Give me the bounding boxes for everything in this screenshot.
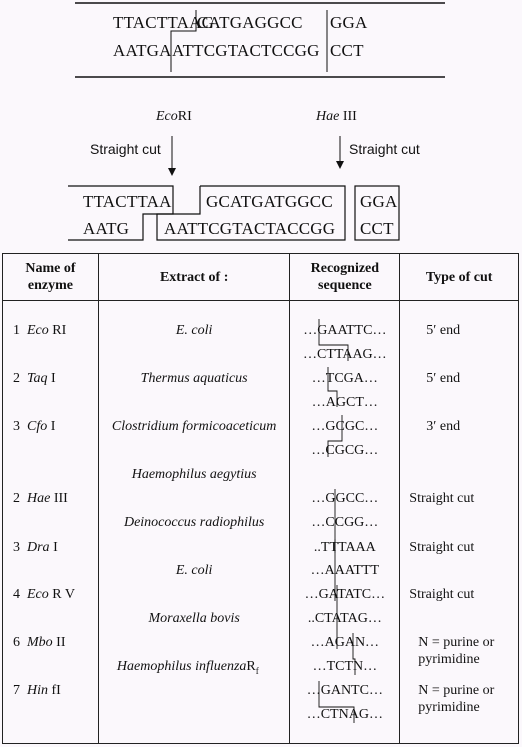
recognition-seq: …GAATTC…: [303, 323, 387, 338]
duplex-bottom-mid: ATTCGTACTCCGG: [172, 41, 320, 60]
enzyme-name: 3 Dra I: [13, 540, 58, 555]
table-header-row: [3, 254, 519, 301]
duplex-top-right: GGA: [330, 13, 368, 32]
fragment-1-top: TTACTTAA: [83, 192, 172, 211]
enzyme-name: 3 Cfo I: [13, 419, 56, 434]
table-body-row: [3, 301, 519, 744]
recognition-seq: …CTTAAG…: [303, 347, 387, 362]
ecori-cut-label: Straight cut: [90, 141, 161, 157]
recognition-seq: …GANTC…: [306, 683, 383, 698]
extract-column: [98, 301, 289, 744]
cut-type: Straight cut: [409, 491, 475, 506]
cut-type: Straight cut: [409, 540, 475, 555]
fragment-3-bottom: CCT: [360, 219, 394, 238]
cut-type-column: [400, 301, 519, 744]
source-organism: Moraxella bovis: [148, 611, 240, 626]
haeiii-arrow-head: [336, 161, 344, 169]
source-organism: Deinococcus radiophilus: [123, 515, 265, 530]
fragment-3-top: GGA: [360, 192, 398, 211]
header-extract: Extract of :: [98, 254, 289, 301]
header-type: Type of cut: [400, 254, 519, 301]
enzyme-name: 2 Hae III: [13, 491, 68, 506]
cut-type: N = purine or: [418, 635, 495, 650]
duplex-bottom-left: AATGA: [113, 41, 172, 60]
recognition-seq: …CGCG…: [311, 443, 379, 458]
recognition-seq: ..TTTAAA: [313, 540, 376, 555]
fragment-2-top: GCATGATGGCC: [206, 192, 333, 211]
recognition-seq: …CCGG…: [311, 515, 379, 530]
recognition-seq: …AAATTT: [310, 563, 380, 578]
header-name: Name of enzyme: [3, 254, 99, 301]
recognition-seq: …GGCC…: [311, 491, 379, 506]
restriction-enzyme-table: [2, 253, 519, 744]
recognition-seq: …AGAN…: [310, 635, 380, 650]
fragment-2-bottom: AATTCGTACTACCGG: [164, 219, 336, 238]
recognition-seq: …AGCT…: [311, 395, 378, 410]
source-organism: Thermus aquaticus: [140, 371, 248, 386]
cut-type: 5′ end: [426, 371, 461, 386]
cut-type: Straight cut: [409, 587, 475, 602]
haeiii-cut-label: Straight cut: [349, 141, 420, 157]
source-organism: Clostridium formicoaceticum: [111, 419, 277, 434]
cut-type: 3′ end: [426, 419, 461, 434]
source-organism: E. coli: [175, 563, 213, 578]
source-organism: Haemophilus aegytius: [131, 467, 257, 482]
cut-type: pyrimidine: [418, 652, 480, 667]
source-organism: Haemophilus influenzaR$_f$: [116, 659, 259, 676]
duplex-top-mid: CATGAGGCC: [197, 13, 303, 32]
cut-type: N = purine or: [418, 683, 495, 698]
enzyme-name: 2 Taq I: [13, 371, 56, 386]
duplex-top-left: TTACTTAAG: [113, 13, 215, 32]
ecori-label: EcoRI: [156, 109, 192, 124]
recognition-seq: ..CTATAG…: [307, 611, 382, 626]
fragment-1-bottom: AATG: [83, 219, 130, 238]
recognition-seq: …CTNAG…: [306, 707, 383, 722]
haeiii-label: Hae III: [316, 109, 357, 124]
recognition-seq: …TCTN…: [312, 659, 378, 674]
enzyme-name: 6 Mbo II: [13, 635, 66, 650]
sequence-column: [290, 301, 400, 744]
duplex-bottom-right: CCT: [330, 41, 364, 60]
recognition-seq: …GCGC…: [311, 419, 379, 434]
top-diagram-lines: [0, 0, 522, 250]
recognition-seq: …GATATC…: [304, 587, 386, 602]
name-column: [3, 301, 99, 744]
recognition-seq: …TCGA…: [311, 371, 378, 386]
ecori-arrow-head: [168, 168, 176, 176]
cut-type: 5′ end: [426, 323, 461, 338]
source-organism: E. coli: [175, 323, 213, 338]
enzyme-name: 4 Eco R V: [13, 587, 75, 602]
header-sequence: Recognized sequence: [290, 254, 400, 301]
enzyme-name: 1 Eco RI: [13, 323, 67, 338]
cut-type: pyrimidine: [418, 700, 480, 715]
enzyme-name: 7 Hin fI: [13, 683, 61, 698]
